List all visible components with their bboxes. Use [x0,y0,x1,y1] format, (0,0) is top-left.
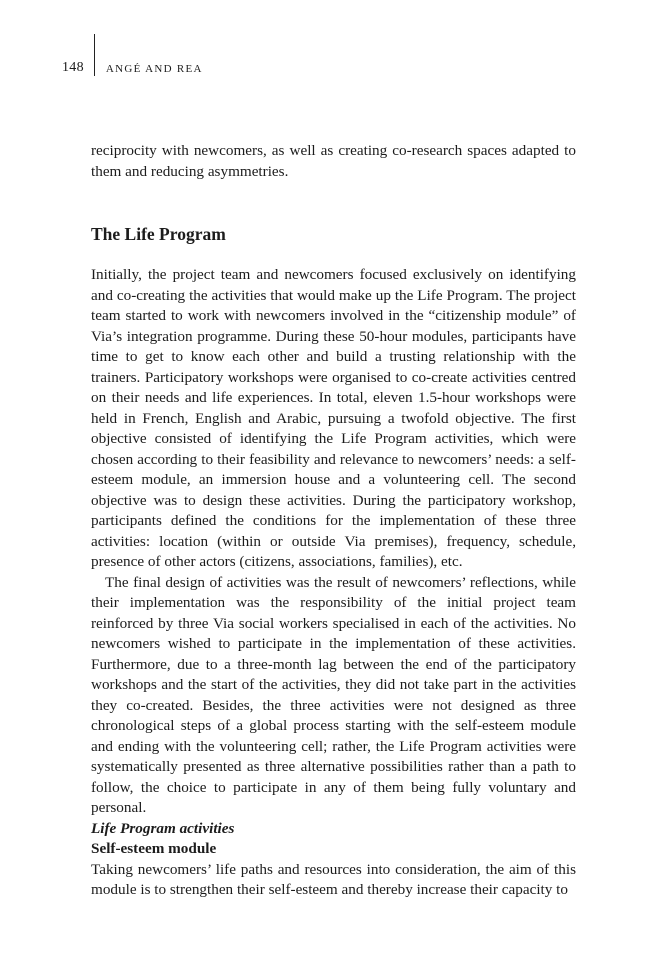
section-title: The Life Program [91,224,226,244]
subsubsection-title: Self-esteem module [91,840,217,857]
running-header [62,32,203,76]
paragraph: Taking newcomers’ life paths and resources into consideration, the aim of this module is to strengthen their self-esteem and thereby increase their capacity to [91,860,576,898]
paragraph: Initially, the project team and newcomers focused exclusively on identifying and co-creating the activities that would make up the Life Program. The project team started to work with newcomers involved in the “citizenship module” of Via’s integration programme. During these 50-hour modules, participants have time to get to know each other and build a trusting relationship with the trainers. Participatory workshops were organised to co-create activities centred on their needs and life experiences. In total, eleven 1.5-hour workshops were held in French, English and Arabic, pursuing a twofold objective. The first objective consisted of identifying the Life Program activities, which were chosen according to their feasibility and relevance to newcomers’ needs: a self-esteem module, an immersion house and a volunteering cell. The second objective was to design these activities. During the participatory workshop, participants defined the conditions for the implementation of these three activities: location (within or outside Via premises), frequency, schedule, presence of other actors (citizens, associations, families), etc. [91,266,576,570]
body-text [91,141,576,901]
intro-paragraph: reciprocity with newcomers, as well as creating co-research spaces adapted to them and reducing asymmetries. [91,142,576,180]
paragraph: The final design of activities was the result of newcomers’ reflections, while their implementation was the responsibility of the initial project team reinforced by three Via social workers specialised in each of the activities. No newcomers wished to participate in the implementation of these activities. Furthermore, due to a three-month lag between the end of the participatory workshops and the start of the activities, they did not take part in the activities they co-created. Besides, the three activities were not designed as three chronological steps of a global process starting with the self-esteem module and ending with the volunteering cell; rather, the Life Program activities were systematically presented as three alternative possibilities rather than a path to follow, the choice to participate in any of them being fully voluntary and personal. [91,573,576,816]
subsection-title: Life Program activities [91,819,235,837]
running-title: ANGÉ AND REA [105,63,203,75]
header-divider [94,34,95,76]
page-number: 148 [62,60,84,75]
